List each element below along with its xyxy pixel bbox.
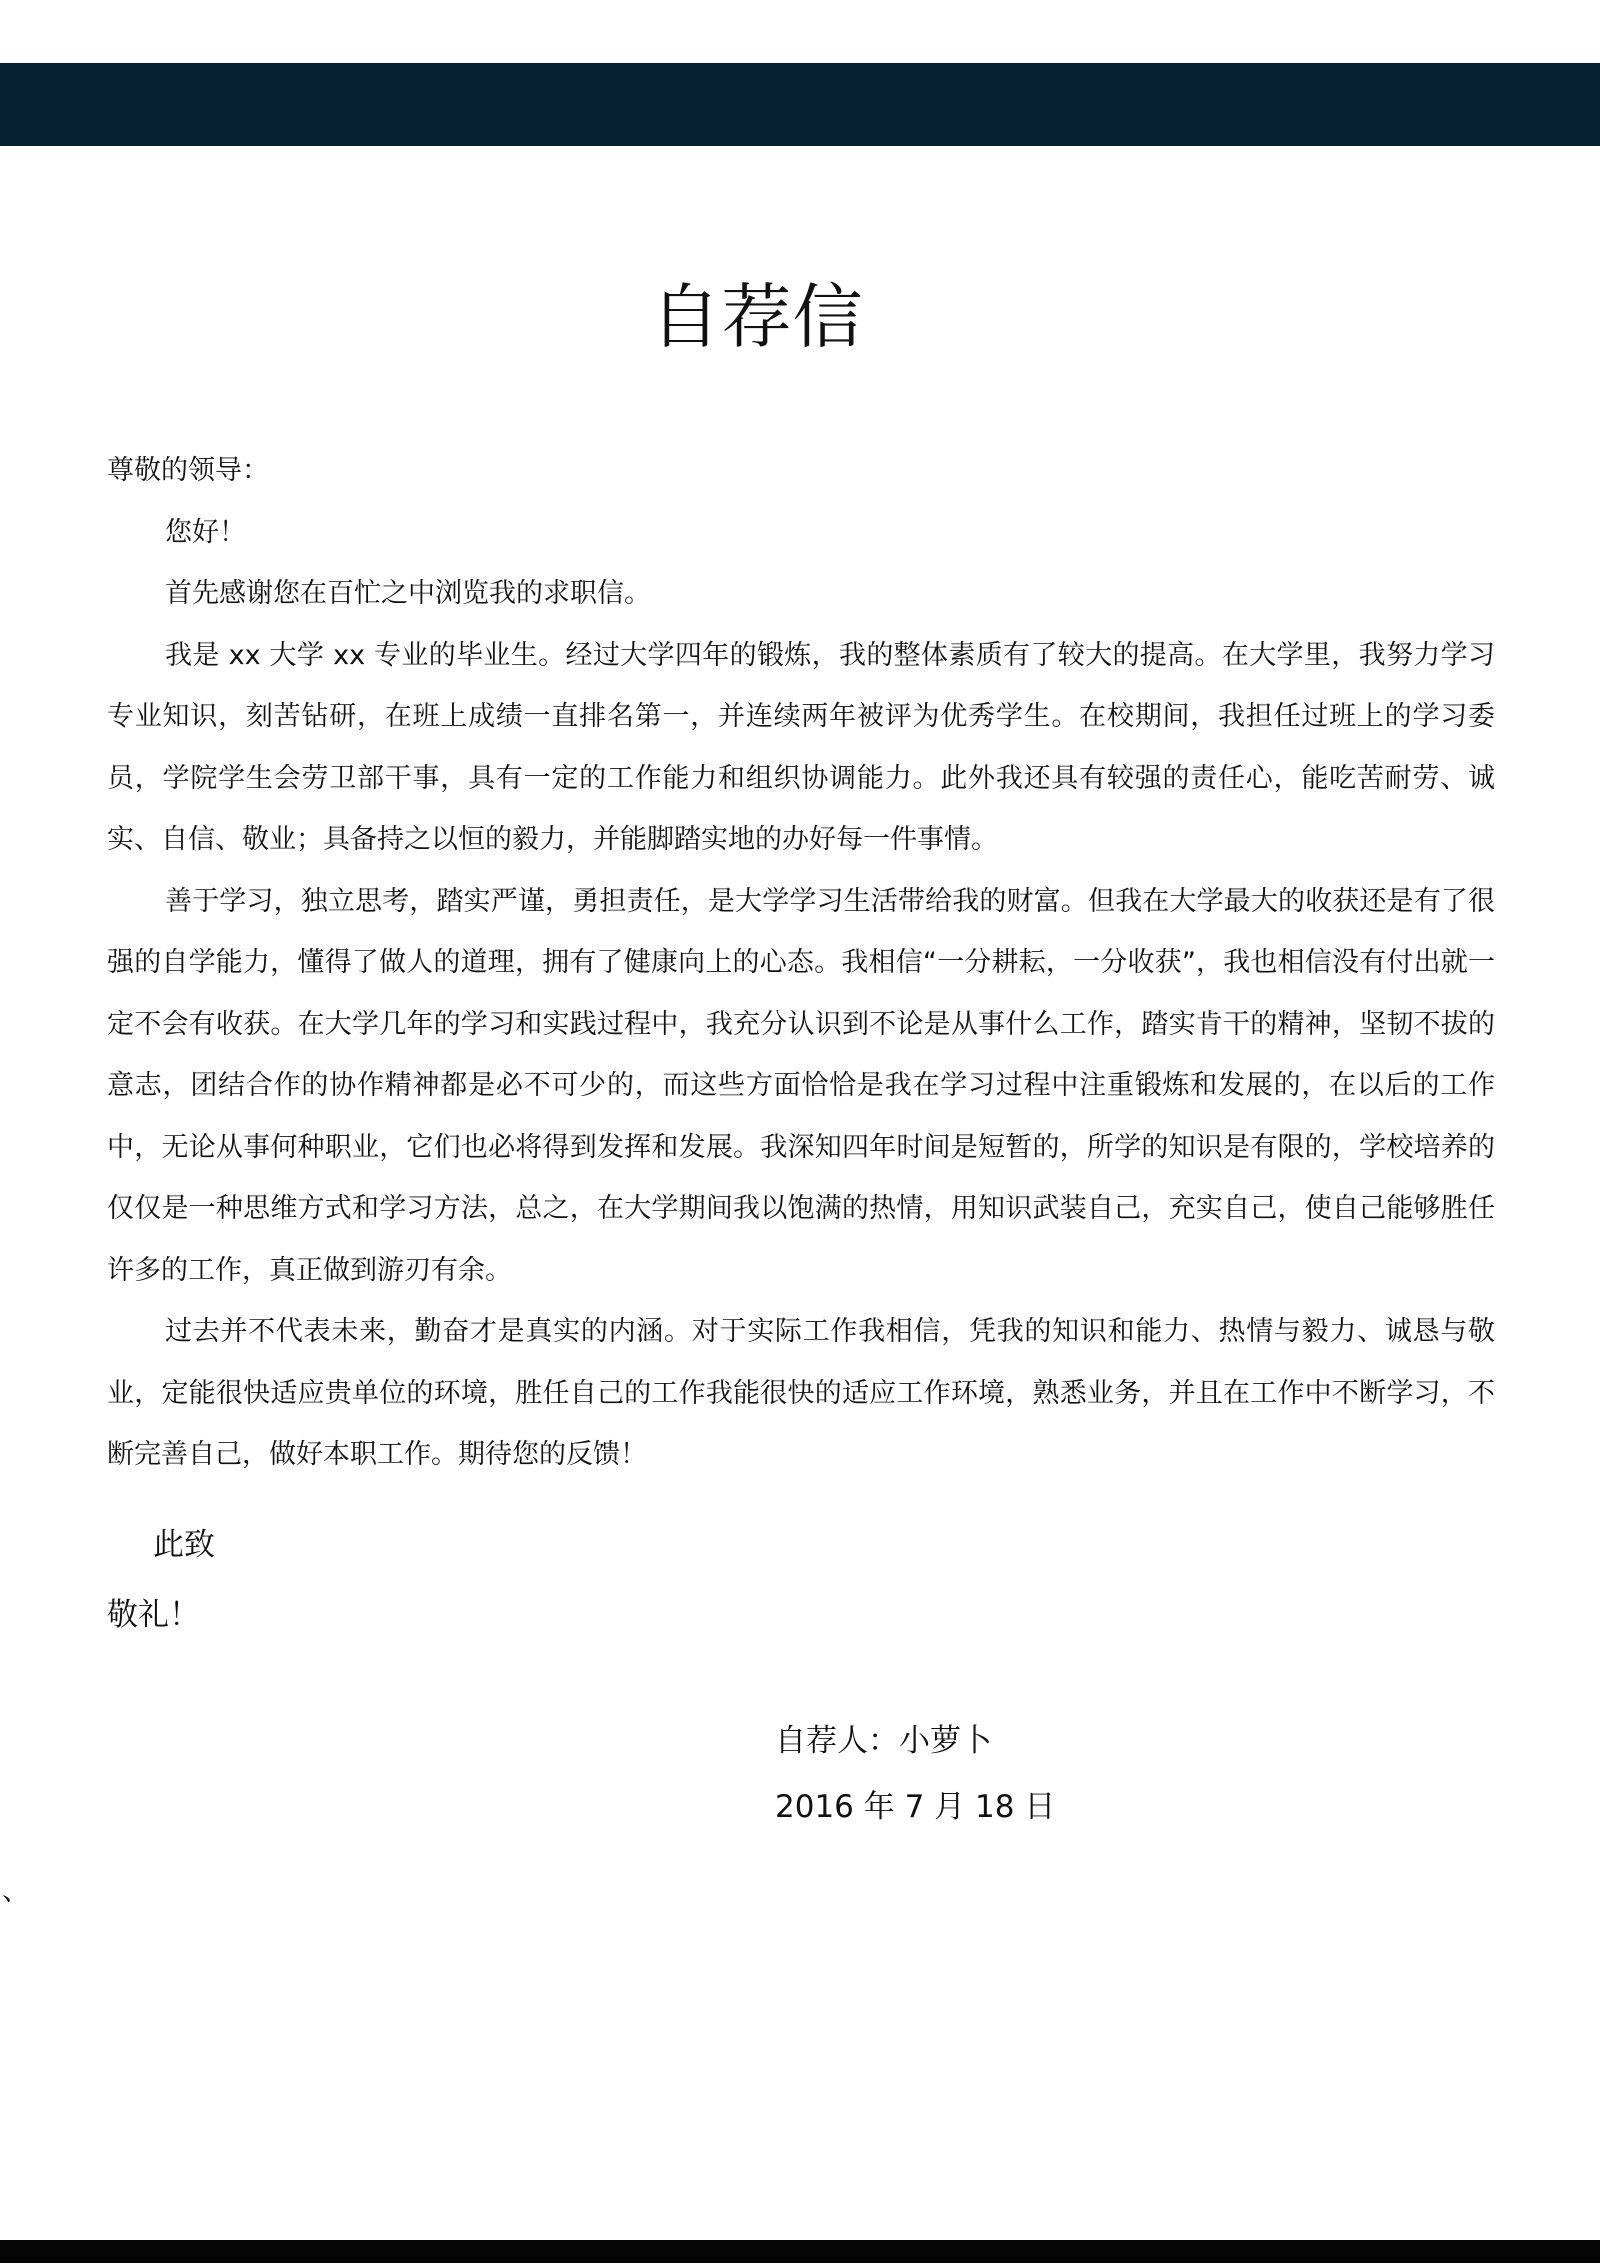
stray-mark: 、 [2,1876,29,1907]
body-paragraph: 过去并不代表未来，勤奋才是真实的内涵。对于实际工作我相信，凭我的知识和能力、热情与毅力、诚恳与敬业，定能很快适应贵单位的环境，胜任自己的工作我能很快的适应工作环境，熟悉业务，并且在工作中不断学习，不断完善自己，做好本职工作。期待您的反馈！ [107,1316,1495,1470]
intro-paragraph: 首先感谢您在百忙之中浏览我的求职信。 [165,578,651,609]
closing-line-2: 敬礼！ [107,1597,200,1633]
signature: 自荐人：小萝卜 [775,1723,992,1759]
closing-line-1: 此致 [153,1527,215,1563]
date: 2016 年 7 月 18 日 [775,1789,1056,1825]
body-paragraph: 我是 xx 大学 xx 专业的毕业生。经过大学四年的锻炼，我的整体素质有了较大的提高。在大学里，我努力学习专业知识，刻苦钻研，在班上成绩一直排名第一，并连续两年被评为优秀学生。在校期间，我担任过班上的学习委员，学院学生会劳卫部干事，具有一定的工作能力和组织协调能力。此外我还具有较强的责任心，能吃苦耐劳、诚实、自信、敬业；具备持之以恒的毅力，并能脚踏实地的办好每一件事情。 [107,639,1495,855]
body-paragraph: 善于学习，独立思考，踏实严谨，勇担责任，是大学学习生活带给我的财富。但我在大学最大的收获还是有了很强的自学能力，懂得了做人的道理，拥有了健康向上的心态。我相信“一分耕耘，一分收获”，我也相信没有付出就一定不会有收获。在大学几年的学习和实践过程中，我充分认识到不论是从事什么工作，踏实肯干的精神，坚韧不拔的意志，团结合作的协作精神都是必不可少的，而这些方面恰恰是我在学习过程中注重锻炼和发展的，在以后的工作中，无论从事何种职业，它们也必将得到发挥和发展。我深知四年时间是短暂的，所学的知识是有限的，学校培养的仅仅是一种思维方式和学习方法，总之，在大学期间我以饱满的热情，用知识武装自己，充实自己，使自己能够胜任许多的工作，真正做到游刃有余。 [107,885,1495,1286]
footer-band [0,2240,1600,2263]
page-title: 自荐信 [650,276,864,358]
greeting-paragraph: 您好！ [165,516,246,548]
letter-body [107,440,1495,1486]
header-band [0,63,1600,146]
salutation: 尊敬的领导： [107,455,269,486]
